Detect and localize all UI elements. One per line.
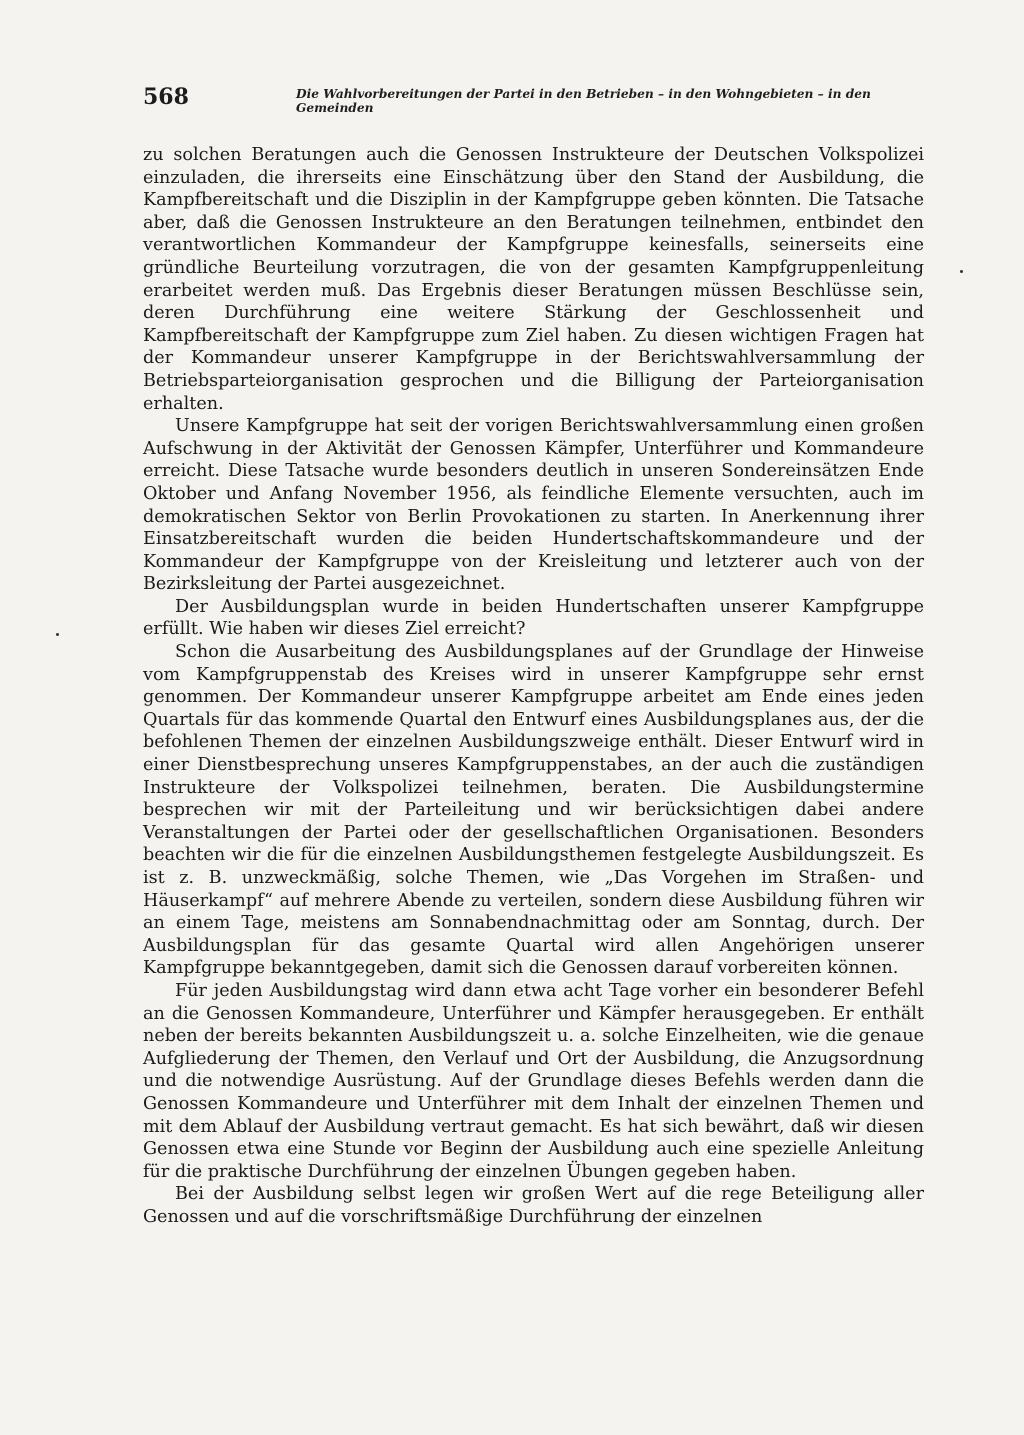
running-title: Die Wahlvorbereitungen der Partei in den Betrieben – in den Wohngebieten – in den Gemeinden (296, 87, 871, 115)
paragraph-2: Unsere Kampfgruppe hat seit der vorigen Berichtswahlversammlung einen großen Aufschwung in der Aktivität der Genossen Kämpfer, Unterführer und Kommandeure erreicht. Diese Tatsache wurde besonders deutlich in unseren Sondereinsätzen Ende Oktober und Anfang November 1956, als feindliche Elemente versuchten, auch im demokratischen Sektor von Berlin Provokationen zu starten. In Anerkennung ihrer Einsatzbereitschaft wurden die beiden Hundertschaftskommandeure und der Kommandeur der Kampfgruppe von der Kreisleitung und letzterer auch von der Bezirksleitung der Partei ausgezeichnet. (143, 416, 924, 595)
margin-speck (56, 633, 59, 636)
page-header (143, 84, 924, 120)
paragraph-4: Schon die Ausarbeitung des Ausbildungsplanes auf der Grundlage der Hinweise vom Kampfgruppenstab des Kreises wird in unserer Kampfgruppe sehr ernst genommen. Der Kommandeur unserer Kampfgruppe arbeitet am Ende eines jeden Quartals für das kommende Quartal den Entwurf eines Ausbildungsplanes aus, der die befohlenen Themen der einzelnen Ausbildungszweige enthält. Dieser Entwurf wird in einer Dienstbesprechung unseres Kampfgruppenstabes, an der auch die zuständigen Instrukteure der Volkspolizei teilnehmen, beraten. Die Ausbildungstermine besprechen wir mit der Parteileitung und wir berücksichtigen dabei andere Veranstaltungen der Partei oder der gesellschaftlichen Organisationen. Besonders beachten wir die für die einzelnen Ausbildungsthemen festgelegte Ausbildungszeit. Es ist z. B. unzweckmäßig, solche Themen, wie „Das Vorgehen im Straßen- und Häuserkampf“ auf mehrere Abende zu verteilen, sondern diese Ausbildung führen wir an einem Tage, meistens am Sonnabendnachmittag oder am Sonntag, durch. Der Ausbildungsplan für das gesamte Quartal wird allen Angehörigen unserer Kampfgruppe bekanntgegeben, damit sich die Genossen darauf vorbereiten können. (143, 642, 924, 979)
paragraph-1: zu solchen Beratungen auch die Genossen Instrukteure der Deutschen Volkspolizei einzuladen, die ihrerseits eine Einschätzung über den Stand der Ausbildung, die Kampfbereitschaft und die Disziplin in der Kampfgruppe geben könnten. Die Tatsache aber, daß die Genossen Instrukteure an den Beratungen teilnehmen, entbindet den verantwortlichen Kommandeur der Kampfgruppe keinesfalls, seinerseits eine gründliche Beurteilung vorzutragen, die von der gesamten Kampfgruppenleitung erarbeitet werden muß. Das Ergebnis dieser Beratungen müssen Beschlüsse sein, deren Durchführung eine weitere Stärkung der Geschlossenheit und Kampfbereitschaft der Kampfgruppe zum Ziel haben. Zu diesen wichtigen Fragen hat der Kommandeur unserer Kampfgruppe in der Berichtswahlversammlung der Betriebsparteiorganisation gesprochen und die Billigung der Parteiorganisation erhalten. (143, 145, 924, 414)
margin-speck (960, 270, 963, 273)
paragraph-5: Für jeden Ausbildungstag wird dann etwa acht Tage vorher ein besonderer Befehl an die Genossen Kommandeure, Unterführer und Kämpfer herausgegeben. Er enthält neben der bereits bekannten Ausbildungszeit u. a. solche Einzelheiten, wie die genaue Aufgliederung der Themen, den Verlauf und Ort der Ausbildung, die Anzugsordnung und die notwendige Ausrüstung. Auf der Grundlage dieses Befehls werden dann die Genossen Kommandeure und Unterführer mit dem Inhalt der einzelnen Themen und mit dem Ablauf der Ausbildung vertraut gemacht. Es hat sich bewährt, daß wir diesen Genossen etwa eine Stunde vor Beginn der Ausbildung auch eine spezielle Anleitung für die praktische Durchführung der einzelnen Übungen gegeben haben. (143, 980, 924, 1182)
body-text (143, 144, 924, 1229)
paragraph-3: Der Ausbildungsplan wurde in beiden Hundertschaften unserer Kampfgruppe erfüllt. Wie haben wir dieses Ziel erreicht? (143, 596, 924, 640)
paragraph-6: Bei der Ausbildung selbst legen wir großen Wert auf die rege Beteiligung aller Genossen und auf die vorschriftsmäßige Durchführung der einzelnen (143, 1184, 924, 1227)
page-number: 568 (143, 84, 189, 110)
